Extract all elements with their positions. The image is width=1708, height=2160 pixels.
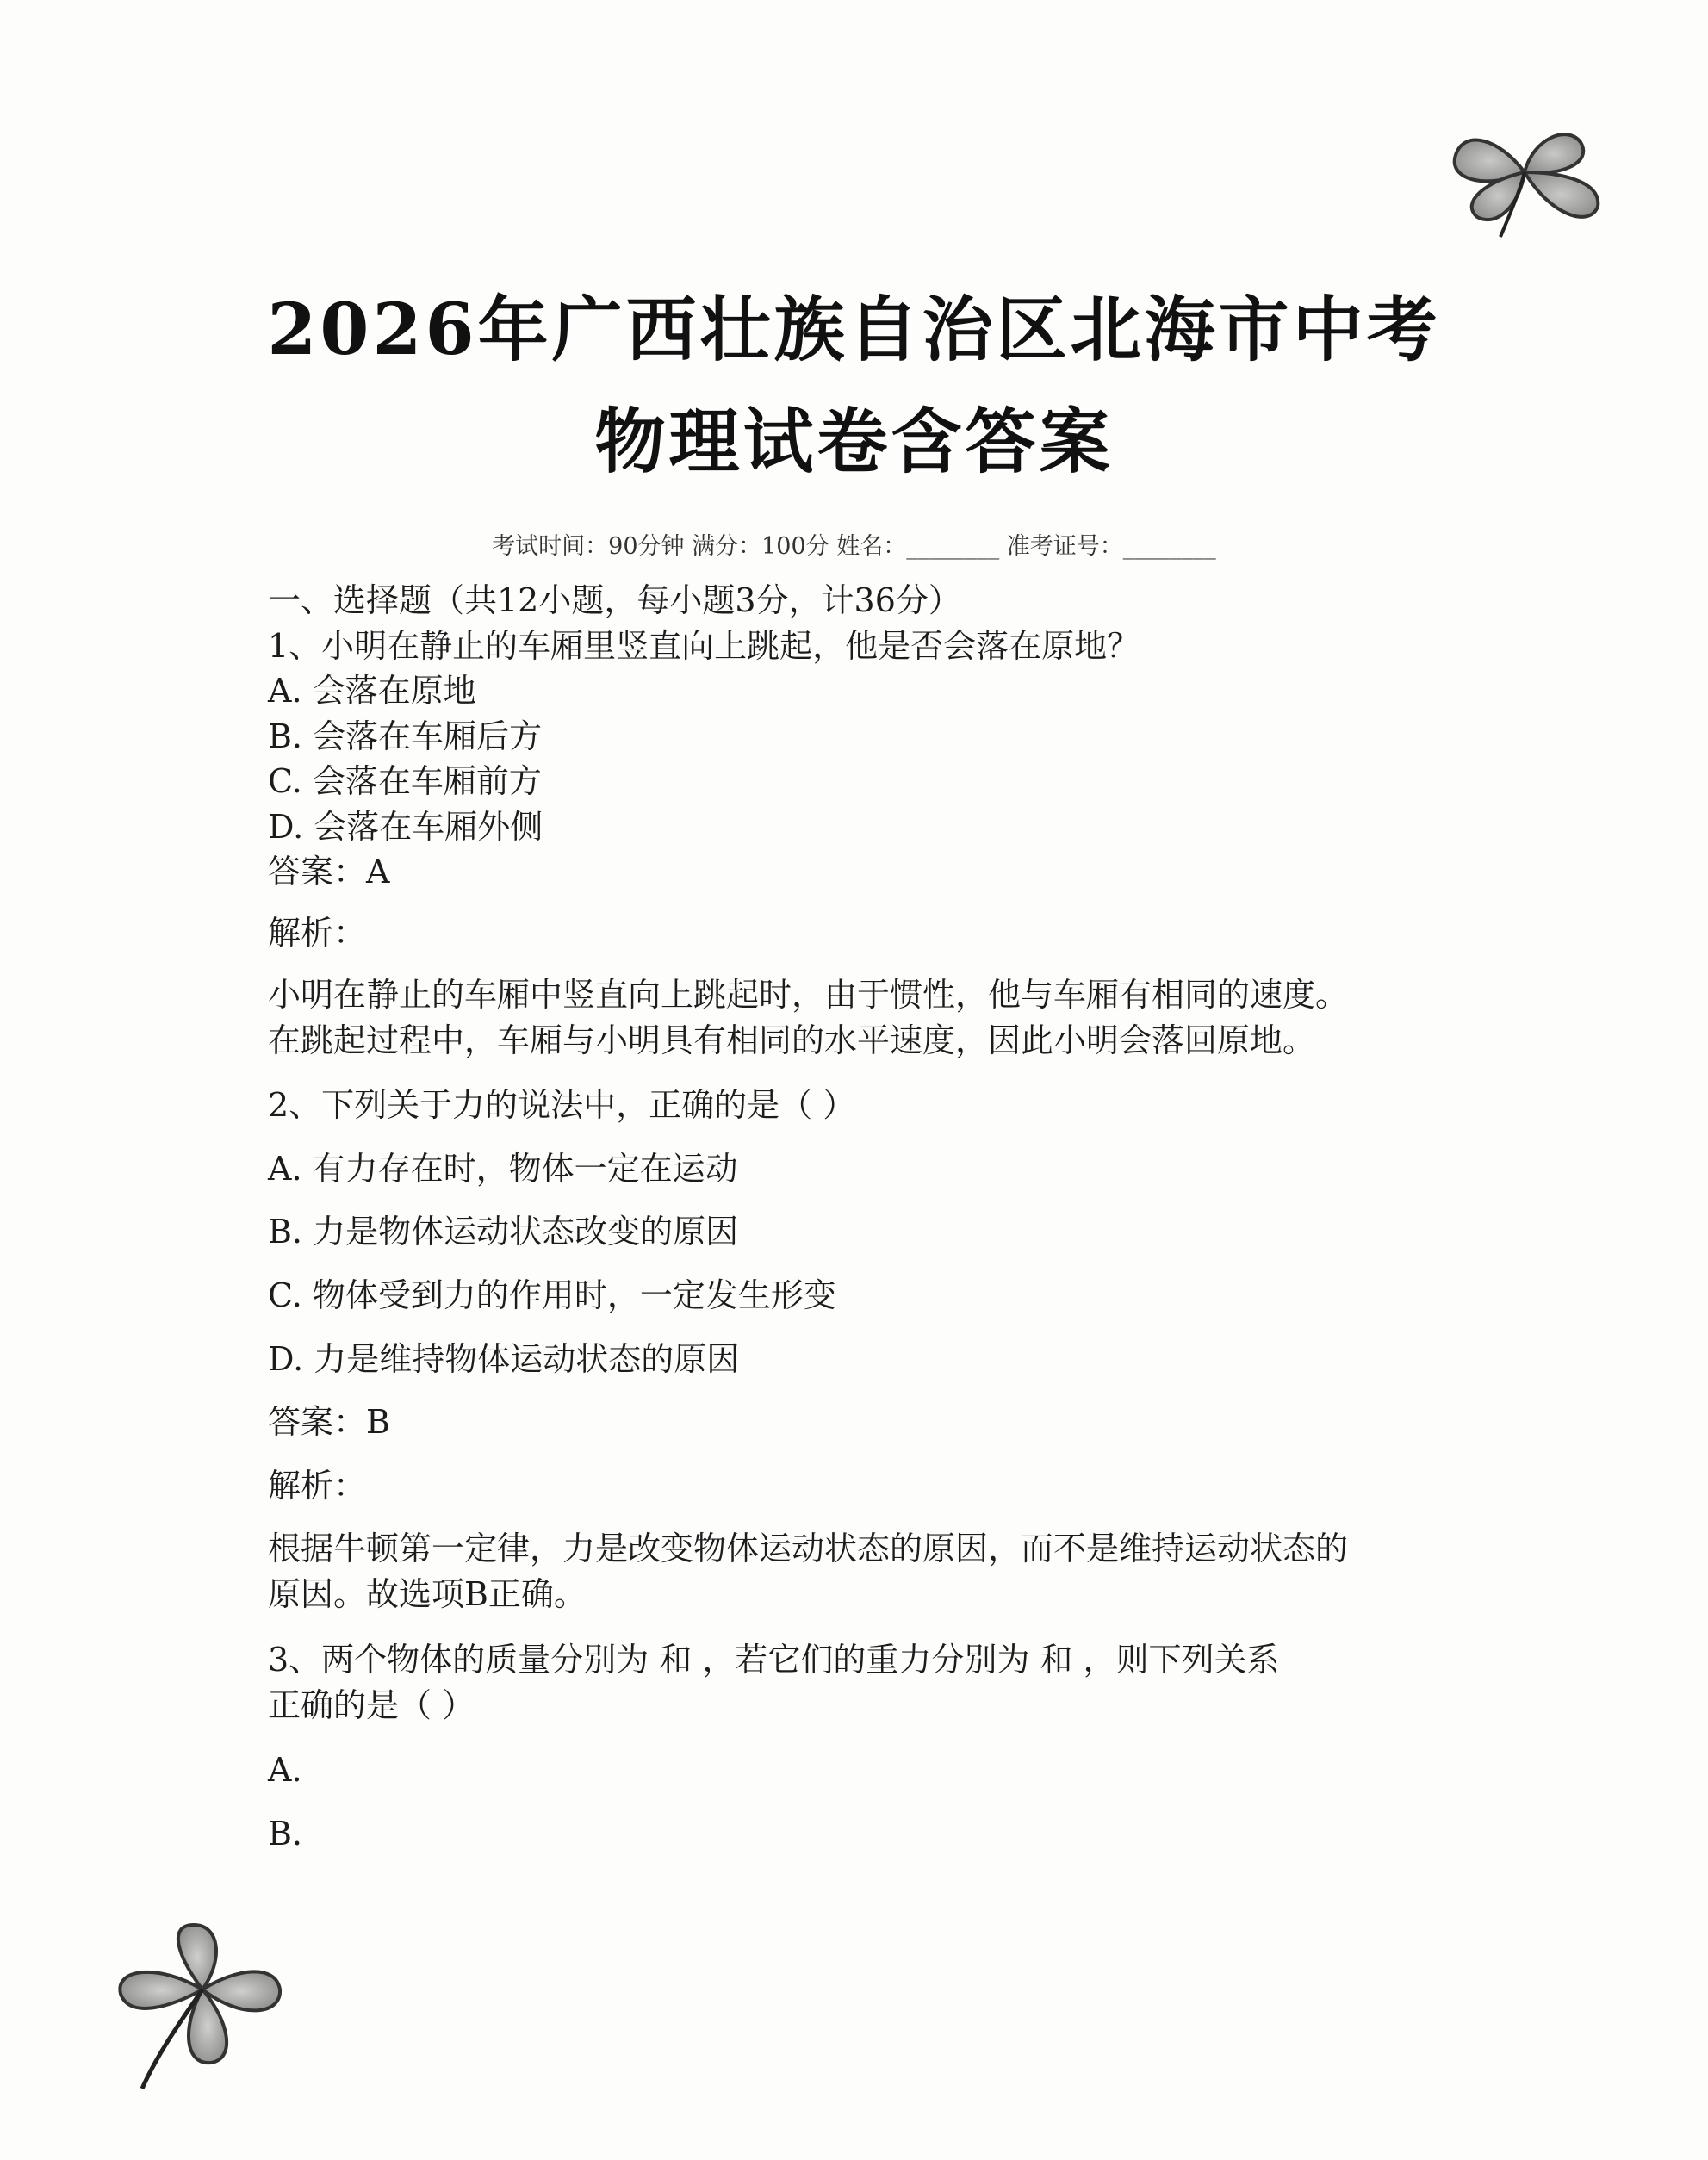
question-2-option-b: B. 力是物体运动状态改变的原因 [268,1213,739,1251]
question-2-option-a: A. 有力存在时，物体一定在运动 [268,1150,738,1188]
question-3-stem: 3、两个物体的质量分别为 和 ，若它们的重力分别为 和 ，则下列关系 [268,1641,1280,1679]
question-1-analysis-line: 在跳起过程中，车厢与小明具有相同的水平速度，因此小明会落回原地。 [268,1021,1316,1059]
question-1-option-a: A. 会落在原地 [268,672,476,710]
four-leaf-clover-icon [99,1921,297,2093]
exam-title-line-2: 物理试卷含答案 [594,400,1114,483]
question-1-stem: 1、小明在静止的车厢里竖直向上跳起，他是否会落在原地？ [268,627,1140,665]
question-1-option-b: B. 会落在车厢后方 [268,717,543,755]
question-2-option-c: C. 物体受到力的作用时，一定发生形变 [268,1276,836,1314]
question-1-answer: 答案：A [268,853,390,891]
four-leaf-clover-icon [1438,121,1611,241]
question-1-option-c: C. 会落在车厢前方 [268,762,542,800]
exam-title-line-1: 2026年广西壮族自治区北海市中考 [267,289,1441,371]
question-3-option-b: B. [268,1815,303,1853]
section-heading: 一、选择题（共12小题，每小题3分，计36分） [268,581,961,619]
exam-info-line: 考试时间：90分钟 满分：100分 姓名：________ 准考证号：________ [492,533,1216,560]
question-2-answer: 答案：B [268,1403,390,1441]
question-3-stem: 正确的是（ ） [268,1686,475,1724]
question-2-stem: 2、下列关于力的说法中，正确的是（ ） [268,1086,856,1124]
question-1-option-d: D. 会落在车厢外侧 [268,808,543,846]
question-2-analysis-line: 根据牛顿第一定律，力是改变物体运动状态的原因，而不是维持运动状态的 [268,1530,1349,1567]
question-2-analysis-line: 原因。故选项B正确。 [268,1575,587,1613]
question-1-analysis-label: 解析： [268,914,367,952]
question-1-analysis-line: 小明在静止的车厢中竖直向上跳起时，由于惯性，他与车厢有相同的速度。 [268,976,1349,1014]
question-2-option-d: D. 力是维持物体运动状态的原因 [268,1340,740,1378]
question-2-analysis-label: 解析： [268,1467,367,1505]
question-3-option-a: A. [268,1751,302,1789]
